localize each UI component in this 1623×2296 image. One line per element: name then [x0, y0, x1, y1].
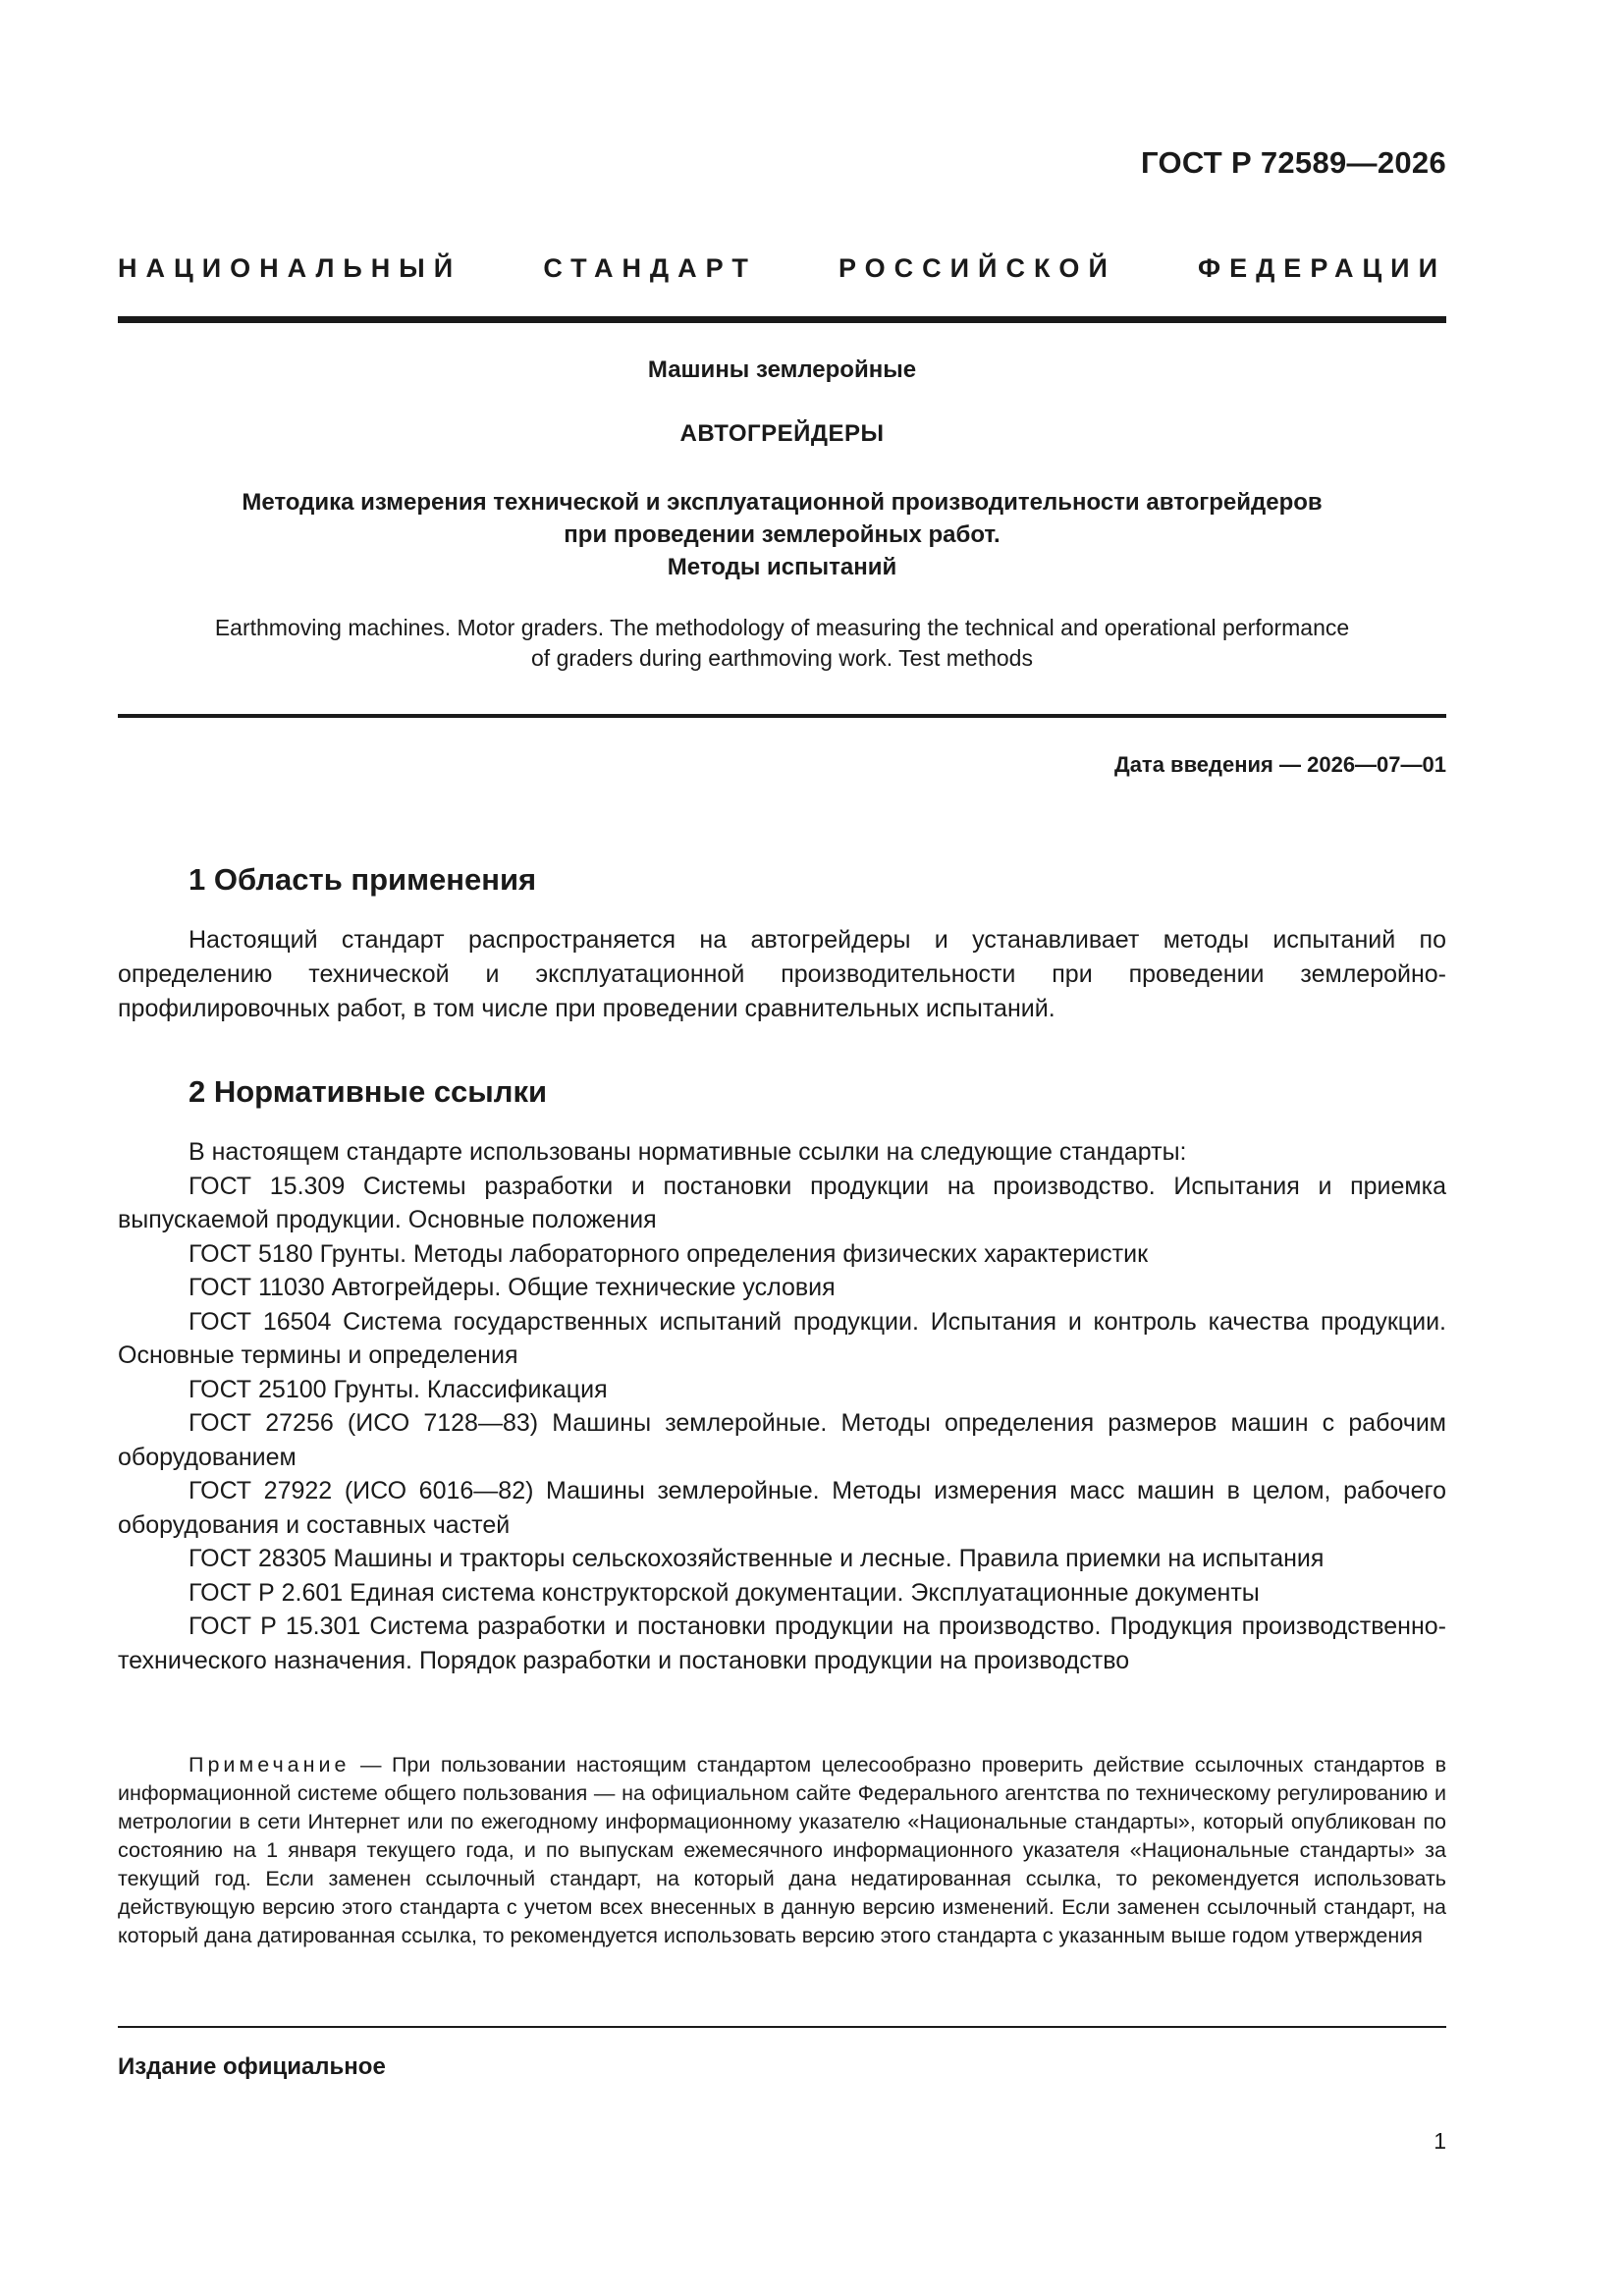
section-1-text: Настоящий стандарт распространяется на автогрейдеры и устанавливает методы испытаний по определению технической и эксплуатационной производительности при проведении землеройно-профилировочных работ, в том числе при проведении сравнительных испытаний.	[118, 926, 1446, 1022]
reference-item: ГОСТ 5180 Грунты. Методы лабораторного определения физических характеристик	[189, 1239, 1149, 1268]
reference-item: ГОСТ 25100 Грунты. Классификация	[189, 1375, 608, 1403]
note-label: Примечание	[189, 1753, 351, 1777]
english-title-a: Earthmoving machines. Motor graders. The methodology of measuring the technical and operational performance	[214, 615, 1350, 640]
title-line-3b: при проведении землеройных работ.	[564, 521, 1001, 548]
english-title	[118, 613, 1446, 674]
english-title-b: of graders during earthmoving work. Test methods	[531, 645, 1033, 671]
document-code: ГОСТ Р 72589—2026	[1141, 145, 1446, 180]
page-number: 1	[1434, 2128, 1446, 2154]
references-list	[118, 1135, 1446, 1677]
national-standard-banner: НАЦИОНАЛЬНЫЙ СТАНДАРТ РОССИЙСКОЙ ФЕДЕРАЦИИ	[118, 253, 1446, 283]
section-2-heading: 2 Нормативные ссылки	[189, 1074, 548, 1109]
top-rule	[118, 316, 1446, 323]
section-1-heading: 1 Область применения	[189, 862, 537, 897]
reference-item: ГОСТ 11030 Автогрейдеры. Общие технические условия	[189, 1274, 836, 1301]
official-edition-label: Издание официальное	[118, 2053, 386, 2080]
reference-item: ГОСТ 27922 (ИСО 6016—82) Машины землеройные. Методы измерения масс машин в целом, рабочего оборудования и составных частей	[118, 1477, 1446, 1539]
footer-rule	[118, 2026, 1446, 2028]
title-line-3c: Методы испытаний	[667, 554, 897, 580]
reference-item: ГОСТ 28305 Машины и тракторы сельскохозяйственные и лесные. Правила приемки на испытания	[189, 1545, 1325, 1572]
references-intro: В настоящем стандарте использованы нормативные ссылки на следующие стандарты:	[189, 1138, 1187, 1166]
title-line-2: АВТОГРЕЙДЕРЫ	[679, 420, 885, 447]
reference-item: ГОСТ 16504 Система государственных испытаний продукции. Испытания и контроль качества продукции. Основные термины и определения	[118, 1307, 1446, 1369]
note-text: — При пользовании настоящим стандартом целесообразно проверить действие ссылочных стандартов в информационной системе общего пользования — на официальном сайте Федерального агентства по техническому регулированию и метрологии в сети Интернет или по ежегодному информационному указателю «Национальные стандарты», который опубликован по состоянию на 1 января текущего года, и по выпускам ежемесячного информационного указателя «Национальные стандарты» за текущий год. Если заменен ссылочный стандарт, на который дана недатированная ссылка, то рекомендуется использовать действующую версию этого стандарта с учетом всех внесенных в данную версию изменений. Если заменен ссылочный стандарт, на который дана датированная ссылка, то рекомендуется использовать версию этого стандарта с указанным выше годом утверждения	[118, 1753, 1446, 1947]
title-line-3	[118, 486, 1446, 583]
reference-item: ГОСТ Р 15.301 Система разработки и постановки продукции на производство. Продукция производственно-технического назначения. Порядок разработки и постановки продукции на производство	[118, 1613, 1446, 1674]
reference-item: ГОСТ 27256 (ИСО 7128—83) Машины землеройные. Методы определения размеров машин с рабочим оборудованием	[118, 1409, 1446, 1471]
title-line-1: Машины землеройные	[647, 356, 917, 383]
title-line-3a: Методика измерения технической и эксплуатационной производительности автогрейдеров	[242, 489, 1323, 516]
title-bottom-rule	[118, 714, 1446, 718]
effective-date: Дата введения — 2026—07—01	[1114, 752, 1446, 777]
reference-item: ГОСТ 15.309 Системы разработки и постановки продукции на производство. Испытания и приемка выпускаемой продукции. Основные положения	[118, 1172, 1446, 1233]
reference-item: ГОСТ Р 2.601 Единая система конструкторской документации. Эксплуатационные документы	[189, 1578, 1260, 1607]
note	[118, 1751, 1446, 1950]
